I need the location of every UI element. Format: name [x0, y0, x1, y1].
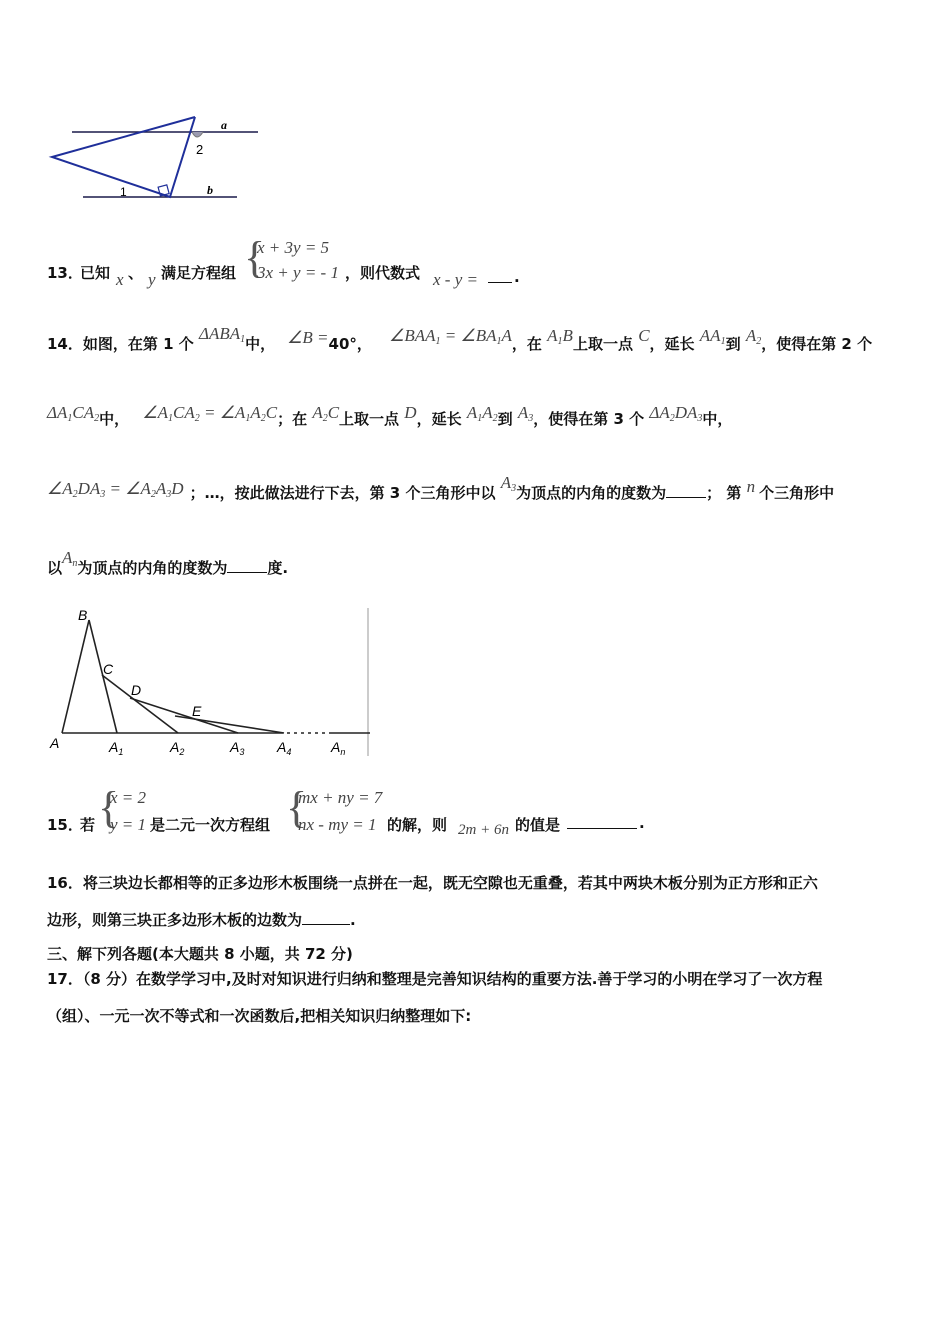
q14-number: 14． [47, 335, 83, 353]
q14-angle-eq: $\angle BAA_1$ = $\angle BA_1A$ [389, 326, 512, 347]
q13-text-3: ，则代数式 [345, 264, 421, 282]
label-a1: $A_1$ [109, 739, 124, 757]
q14-text: ，在 [511, 335, 542, 353]
q16-end: . [350, 911, 356, 929]
q14-text: ；在 [277, 410, 308, 428]
q14-angle-b: ∠B = [287, 328, 329, 347]
label-an: $A_n$ [331, 739, 346, 757]
q15-text-2: 是二元一次方程组 [150, 816, 271, 834]
q14-answer-blank-1[interactable] [666, 483, 706, 498]
section-heading: 三、解下列各题(本大题共 8 小题，共 72 分) [47, 945, 353, 963]
q15-text-4: 的值是 [515, 816, 561, 834]
label-b: b [207, 183, 213, 197]
q14-segment-a2c: $A_2C$ [312, 403, 340, 424]
label-a: A [50, 735, 60, 751]
triangle-chain-figure [45, 600, 375, 760]
q14-text: 到 [725, 335, 741, 353]
label-a4: $A_4$ [277, 739, 292, 757]
label-b: B [78, 607, 88, 623]
q14-point-c: C [638, 326, 650, 345]
q15-solution-y: y = 1 [110, 815, 147, 834]
q16-text: 边形，则第三块正多边形木板的边数为 [47, 911, 303, 929]
q14-text: 上取一点 [572, 335, 633, 353]
q14-point-d: D [404, 403, 417, 422]
q15-expr: 2m + 6n [458, 822, 509, 838]
q16-line-1: 16．将三块边长都相等的正多边形木板围绕一点拼在一起，既无空隙也无重叠，若其中两块木板分别为正方形和正六 [47, 874, 818, 892]
q13-eq-2: 3x + y = - 1 [257, 263, 339, 282]
q13-eq-1: x + 3y = 5 [257, 238, 330, 257]
q15-brace-2: { [286, 783, 308, 832]
q14-var-n: n [746, 477, 756, 496]
q13-brace: { [244, 233, 266, 282]
q13-text-2: 满足方程组 [161, 264, 237, 282]
q14-segment-aa1: $AA_1$ [699, 326, 726, 347]
q15-text-3: 的解，则 [387, 816, 448, 834]
label-a: a [221, 118, 227, 132]
q14-answer-blank-2[interactable] [227, 558, 267, 573]
angle-2-label: 2 [196, 142, 204, 157]
q15-brace-1: { [98, 783, 120, 832]
q14-angle-eq-3: $\angle A_2DA_3$ = $\angle A_2A_3D$ [47, 479, 184, 500]
q13-var-y: y [148, 270, 156, 289]
angle-1-label: 1 [120, 185, 127, 199]
q13-end: . [514, 268, 520, 286]
q17-line-2: （组）、一元一次不等式和一次函数后,把相关知识归纳整理如下: [47, 1007, 472, 1025]
q14-segment-a1b: $A_1B$ [547, 326, 573, 347]
q13-answer-blank[interactable] [488, 268, 512, 283]
q14-text: 如图，在第 1 个 [82, 335, 194, 353]
q13-text-1: 已知 [80, 264, 111, 282]
q14-line-1 [47, 324, 873, 355]
q14-text: 个三角形中 [759, 484, 835, 502]
q14-line-2 [47, 403, 733, 430]
q14-point-a3: $A_3$ [517, 403, 534, 424]
q15-eq-2: nx - my = 1 [298, 815, 377, 834]
label-e: E [192, 703, 202, 719]
q14-text: ，延长 [416, 410, 462, 428]
q15-solution-x: x = 2 [110, 788, 147, 807]
q14-text: 上取一点 [339, 410, 400, 428]
q14-text: 以 [47, 559, 63, 577]
q14-angle-eq-2: $\angle A_1CA_2$ = $\angle A_1A_2C$ [142, 403, 278, 424]
label-a2: $A_2$ [170, 739, 185, 757]
q14-text: 为顶点的内角的度数为 [77, 559, 228, 577]
q14-text: ，延长 [649, 335, 695, 353]
q13-var-x: x [116, 270, 124, 289]
q14-line-3 [47, 473, 835, 504]
q14-text: 度. [267, 559, 289, 577]
q15-text-1: 若 [80, 816, 96, 834]
q14-point-an: $A_n$ [62, 548, 78, 569]
q14-text: ；…，按此做法进行下去，第 3 个三角形中以 [189, 484, 496, 502]
q15-answer-blank[interactable] [567, 814, 637, 829]
q14-text: 中， [99, 410, 130, 428]
label-d: D [131, 682, 142, 698]
q13-number: 13． [47, 264, 83, 282]
q16-answer-blank[interactable] [302, 910, 350, 925]
q14-point-a3-ref: $A_3$ [500, 473, 517, 494]
q15-eq-1: mx + ny = 7 [298, 788, 383, 807]
q17-line-1: 17．（8 分）在数学学习中,及时对知识进行归纳和整理是完善知识结构的重要方法.善于学习的小明在学习了一次方程 [47, 970, 823, 988]
segment-ab [62, 620, 89, 733]
q13-expr: x - y = [433, 270, 478, 289]
q14-text: ，使得在第 3 个 [533, 410, 645, 428]
q14-triangle-1: $\Delta ABA_1$ [199, 324, 246, 345]
angle-2-arc [192, 132, 203, 137]
q14-text: 为顶点的内角的度数为 [516, 484, 667, 502]
q16-line-2 [47, 909, 356, 930]
q14-text: 到 [497, 410, 513, 428]
q14-text: 中， [702, 410, 733, 428]
q14-line-4 [47, 548, 289, 579]
q14-text: ，使得在第 2 个 [761, 335, 873, 353]
label-a3: $A_3$ [230, 739, 245, 757]
q15-number: 15． [47, 816, 83, 834]
label-c: C [103, 661, 114, 677]
q14-triangle-2: $\Delta A_1CA_2$ [47, 403, 100, 424]
q14-text: ； 第 [706, 484, 742, 502]
q14-degree: 40°， [328, 335, 372, 353]
q14-point-a2: $A_2$ [745, 326, 762, 347]
parallel-lines-figure [45, 110, 275, 205]
q14-text: 中， [245, 335, 276, 353]
q14-triangle-3: $\Delta A_2DA_3$ [649, 403, 703, 424]
q13-sep: 、 [128, 264, 144, 282]
q14-segment-a1a2: $A_1A_2$ [466, 403, 498, 424]
segment-da3 [130, 698, 238, 733]
q15-end: . [639, 814, 645, 832]
